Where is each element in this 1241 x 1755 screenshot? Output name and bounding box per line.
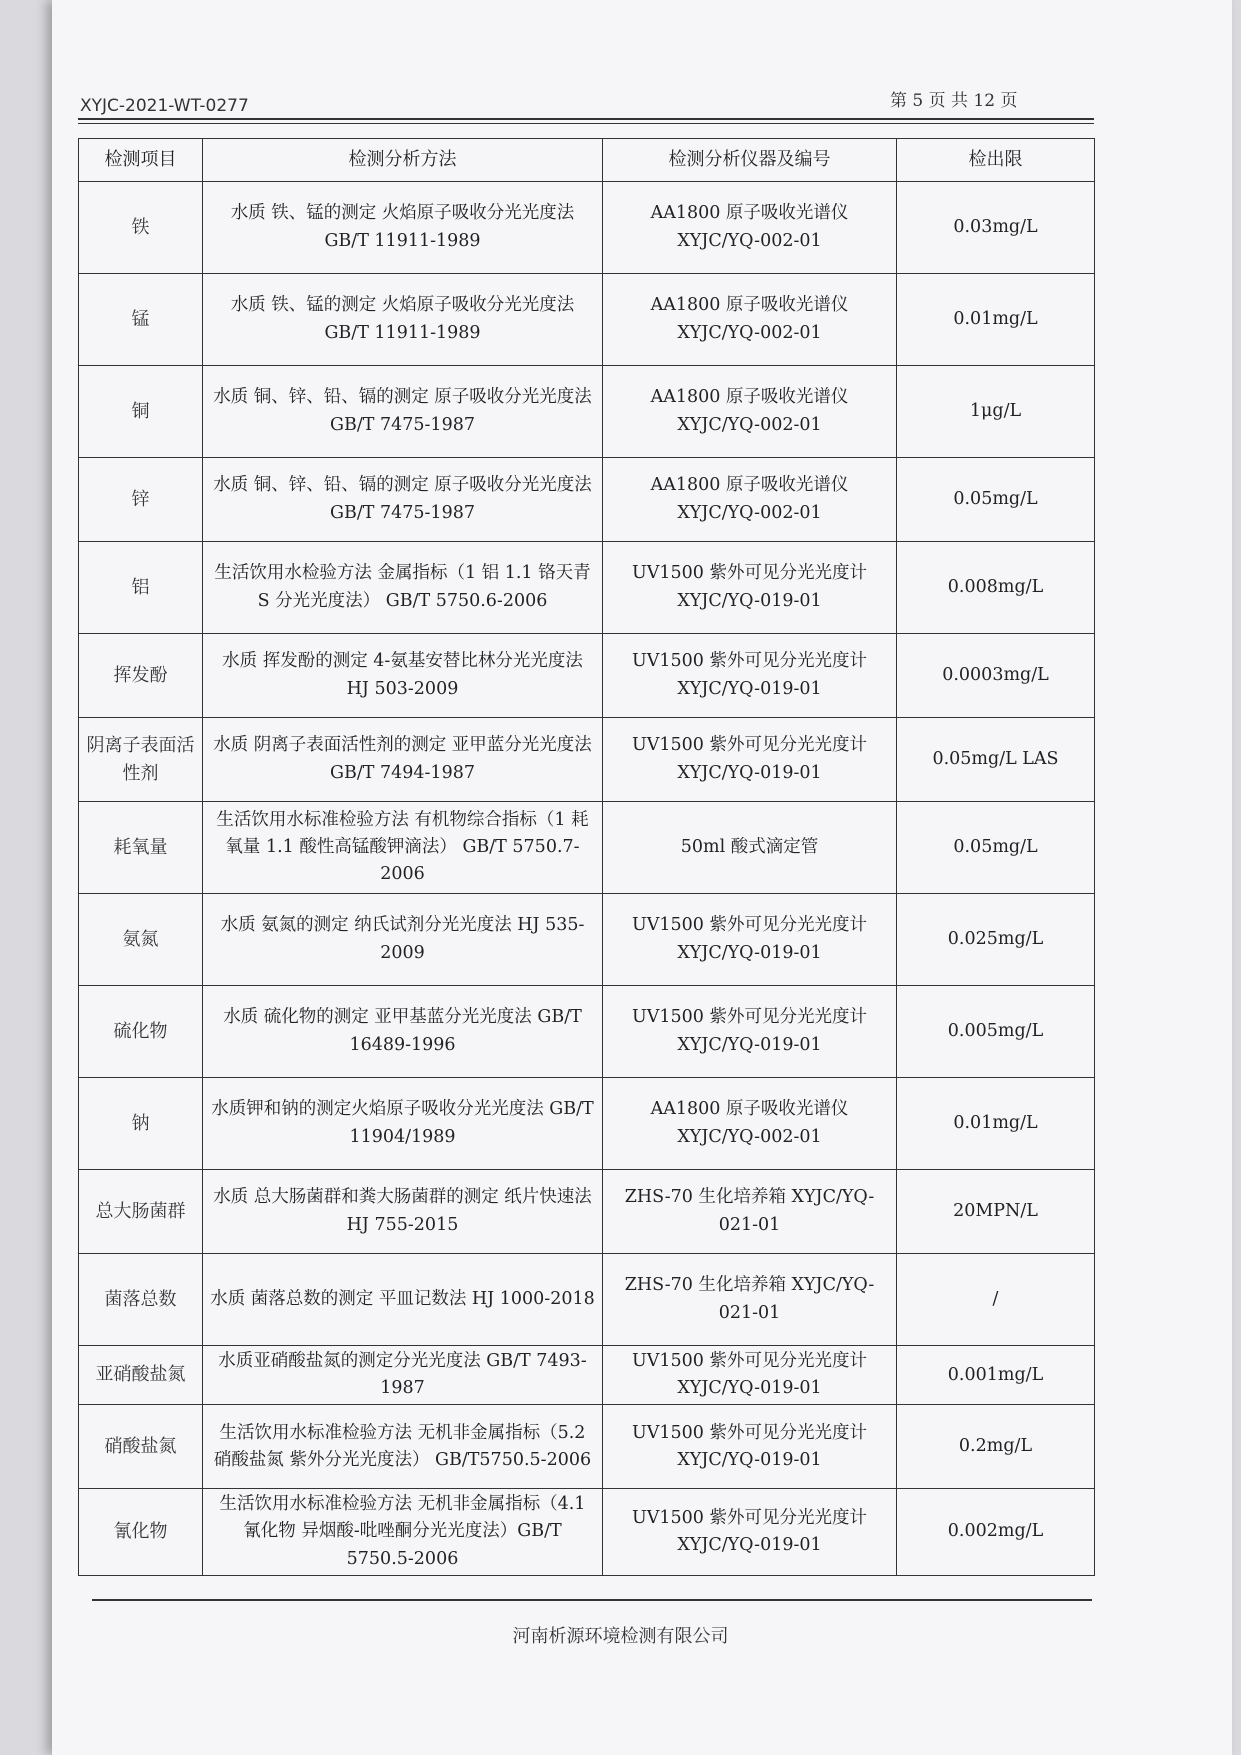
item-cell: 挥发酚 <box>79 634 203 718</box>
header-rule <box>78 118 1094 120</box>
table-row <box>79 1405 1095 1489</box>
method-cell: 水质 总大肠菌群和粪大肠菌群的测定 纸片快速法 HJ 755-2015 <box>203 1170 603 1254</box>
table-row <box>79 366 1095 458</box>
method-cell: 水质 铜、锌、铅、镉的测定 原子吸收分光光度法 GB/T 7475-1987 <box>203 366 603 458</box>
item-cell: 铁 <box>79 182 203 274</box>
instrument-cell: UV1500 紫外可见分光光度计 XYJC/YQ-019-01 <box>603 1489 897 1575</box>
instrument-cell: AA1800 原子吸收光谱仪 XYJC/YQ-002-01 <box>603 366 897 458</box>
instrument-cell: UV1500 紫外可见分光光度计 XYJC/YQ-019-01 <box>603 542 897 634</box>
method-cell: 生活饮用水标准检验方法 无机非金属指标（5.2 硝酸盐氮 紫外分光光度法） GB/T5750.5-2006 <box>203 1405 603 1489</box>
item-cell: 耗氧量 <box>79 802 203 894</box>
limit-cell: 1μg/L <box>897 366 1095 458</box>
method-cell: 生活饮用水标准检验方法 无机非金属指标（4.1 氰化物 异烟酸-吡唑酮分光光度法）GB/T 5750.5-2006 <box>203 1489 603 1575</box>
item-cell: 锰 <box>79 274 203 366</box>
limit-cell: 0.001mg/L <box>897 1346 1095 1405</box>
item-cell: 硫化物 <box>79 986 203 1078</box>
limit-cell: 0.002mg/L <box>897 1489 1095 1575</box>
method-cell: 水质 菌落总数的测定 平皿记数法 HJ 1000-2018 <box>203 1254 603 1346</box>
limit-cell: 0.025mg/L <box>897 894 1095 986</box>
item-cell: 硝酸盐氮 <box>79 1405 203 1489</box>
limit-cell: 0.03mg/L <box>897 182 1095 274</box>
item-cell: 总大肠菌群 <box>79 1170 203 1254</box>
instrument-cell: AA1800 原子吸收光谱仪 XYJC/YQ-002-01 <box>603 182 897 274</box>
table-row <box>79 634 1095 718</box>
table-row <box>79 986 1095 1078</box>
table-row <box>79 1254 1095 1346</box>
table-row <box>79 718 1095 802</box>
method-cell: 水质 氨氮的测定 纳氏试剂分光光度法 HJ 535-2009 <box>203 894 603 986</box>
item-cell: 锌 <box>79 458 203 542</box>
limit-cell: 0.05mg/L LAS <box>897 718 1095 802</box>
table-row <box>79 542 1095 634</box>
page-number: 第 5 页 共 12 页 <box>890 91 1018 111</box>
item-cell: 钠 <box>79 1078 203 1170</box>
method-cell: 水质 铁、锰的测定 火焰原子吸收分光光度法 GB/T 11911-1989 <box>203 182 603 274</box>
instrument-cell: UV1500 紫外可见分光光度计 XYJC/YQ-019-01 <box>603 1405 897 1489</box>
instrument-cell: UV1500 紫外可见分光光度计 XYJC/YQ-019-01 <box>603 894 897 986</box>
table-row <box>79 802 1095 894</box>
method-cell: 生活饮用水检验方法 金属指标（1 铝 1.1 铬天青 S 分光光度法） GB/T 5750.6-2006 <box>203 542 603 634</box>
item-cell: 氨氮 <box>79 894 203 986</box>
table-row <box>79 1170 1095 1254</box>
limit-cell: 0.05mg/L <box>897 802 1095 894</box>
item-cell: 菌落总数 <box>79 1254 203 1346</box>
table-row <box>79 1489 1095 1575</box>
method-cell: 水质亚硝酸盐氮的测定分光光度法 GB/T 7493-1987 <box>203 1346 603 1405</box>
limit-cell: 20MPN/L <box>897 1170 1095 1254</box>
instrument-cell: ZHS-70 生化培养箱 XYJC/YQ-021-01 <box>603 1170 897 1254</box>
table-row <box>79 182 1095 274</box>
methods-table <box>78 138 1095 1576</box>
document-code: XYJC-2021-WT-0277 <box>80 96 249 116</box>
table-header-row <box>79 139 1095 182</box>
method-cell: 生活饮用水标准检验方法 有机物综合指标（1 耗氧量 1.1 酸性高锰酸钾滴法） GB/T 5750.7-2006 <box>203 802 603 894</box>
instrument-cell: UV1500 紫外可见分光光度计 XYJC/YQ-019-01 <box>603 1346 897 1405</box>
table-row <box>79 274 1095 366</box>
item-cell: 亚硝酸盐氮 <box>79 1346 203 1405</box>
company-name: 河南析源环境检测有限公司 <box>512 1626 729 1647</box>
method-cell: 水质钾和钠的测定火焰原子吸收分光光度法 GB/T 11904/1989 <box>203 1078 603 1170</box>
instrument-cell: ZHS-70 生化培养箱 XYJC/YQ-021-01 <box>603 1254 897 1346</box>
method-cell: 水质 铜、锌、铅、镉的测定 原子吸收分光光度法 GB/T 7475-1987 <box>203 458 603 542</box>
limit-cell: 0.008mg/L <box>897 542 1095 634</box>
instrument-cell: AA1800 原子吸收光谱仪 XYJC/YQ-002-01 <box>603 1078 897 1170</box>
limit-cell: 0.0003mg/L <box>897 634 1095 718</box>
instrument-cell: UV1500 紫外可见分光光度计 XYJC/YQ-019-01 <box>603 986 897 1078</box>
column-header-instrument: 检测分析仪器及编号 <box>603 139 897 182</box>
method-cell: 水质 硫化物的测定 亚甲基蓝分光光度法 GB/T 16489-1996 <box>203 986 603 1078</box>
limit-cell: 0.05mg/L <box>897 458 1095 542</box>
table-row <box>79 894 1095 986</box>
table-row <box>79 458 1095 542</box>
limit-cell: 0.01mg/L <box>897 1078 1095 1170</box>
column-header-limit: 检出限 <box>897 139 1095 182</box>
item-cell: 铝 <box>79 542 203 634</box>
instrument-cell: AA1800 原子吸收光谱仪 XYJC/YQ-002-01 <box>603 274 897 366</box>
method-cell: 水质 挥发酚的测定 4-氨基安替比林分光光度法 HJ 503-2009 <box>203 634 603 718</box>
limit-cell: 0.2mg/L <box>897 1405 1095 1489</box>
item-cell: 氰化物 <box>79 1489 203 1575</box>
method-cell: 水质 铁、锰的测定 火焰原子吸收分光光度法 GB/T 11911-1989 <box>203 274 603 366</box>
limit-cell: 0.01mg/L <box>897 274 1095 366</box>
limit-cell: / <box>897 1254 1095 1346</box>
table-row <box>79 1346 1095 1405</box>
item-cell: 阴离子表面活性剂 <box>79 718 203 802</box>
instrument-cell: AA1800 原子吸收光谱仪 XYJC/YQ-002-01 <box>603 458 897 542</box>
instrument-cell: 50ml 酸式滴定管 <box>603 802 897 894</box>
method-cell: 水质 阴离子表面活性剂的测定 亚甲蓝分光光度法 GB/T 7494-1987 <box>203 718 603 802</box>
header-rule <box>78 123 1094 124</box>
footer-rule <box>92 1599 1092 1601</box>
column-header-item: 检测项目 <box>79 139 203 182</box>
instrument-cell: UV1500 紫外可见分光光度计 XYJC/YQ-019-01 <box>603 634 897 718</box>
item-cell: 铜 <box>79 366 203 458</box>
table-row <box>79 1078 1095 1170</box>
column-header-method: 检测分析方法 <box>203 139 603 182</box>
limit-cell: 0.005mg/L <box>897 986 1095 1078</box>
instrument-cell: UV1500 紫外可见分光光度计 XYJC/YQ-019-01 <box>603 718 897 802</box>
